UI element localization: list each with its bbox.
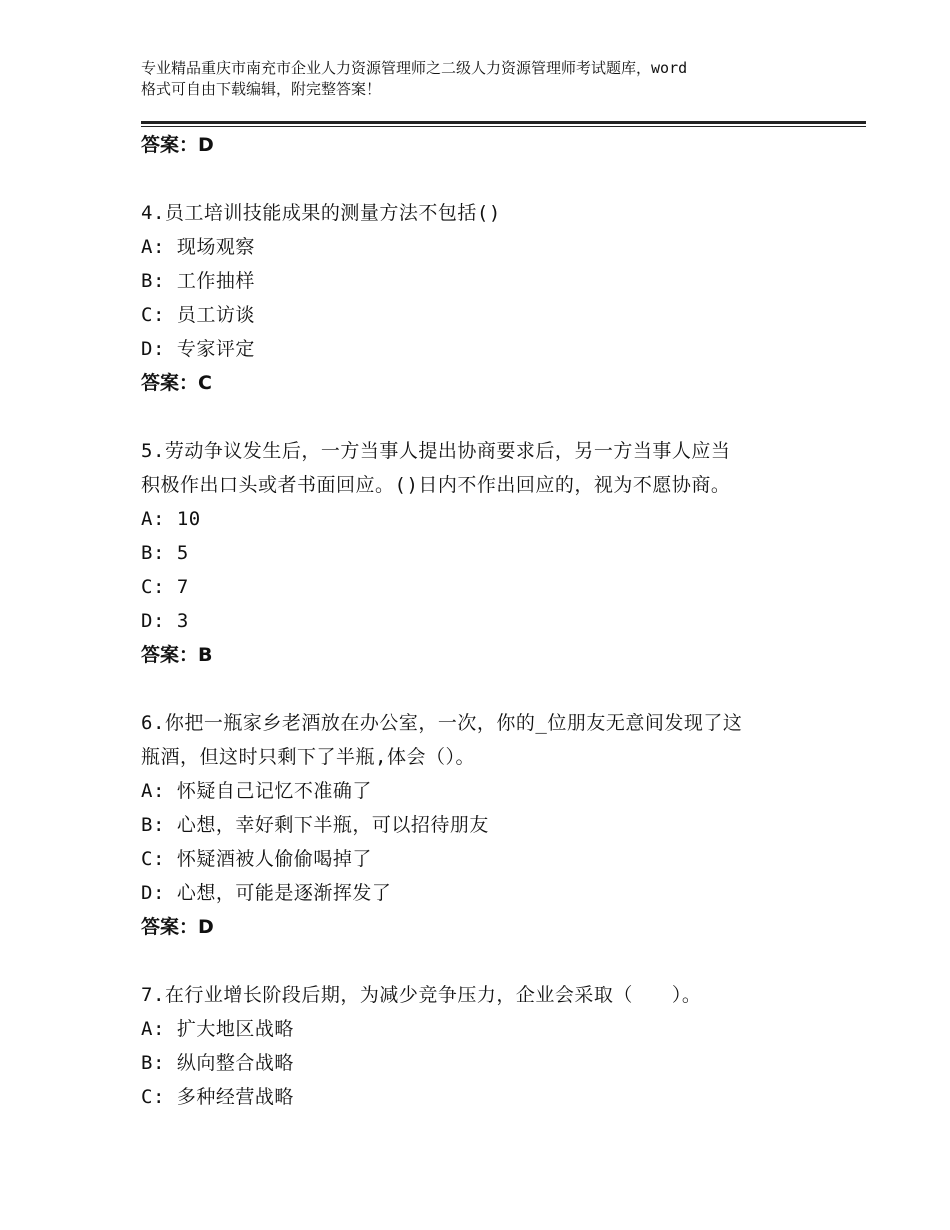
option-a: A: 现场观察 [141, 236, 255, 258]
option-b: B: 工作抽样 [141, 270, 255, 292]
answer: 答案：C [141, 372, 212, 394]
header-divider-thin [141, 126, 866, 127]
question-list [141, 128, 841, 1114]
option-d: D: 专家评定 [141, 338, 255, 360]
question-stem: 7.在行业增长阶段后期，为减少竞争压力，企业会采取（ ）。 [141, 984, 702, 1006]
document-header [141, 58, 841, 100]
answer: 答案：B [141, 644, 213, 666]
question-stem: 积极作出口头或者书面回应。()日内不作出回应的，视为不愿协商。 [141, 474, 731, 496]
question-stem: 5.劳动争议发生后，一方当事人提出协商要求后，另一方当事人应当 [141, 440, 731, 462]
question-6 [141, 706, 841, 944]
option-c: C: 多种经营战略 [141, 1086, 294, 1108]
option-d: D: 3 [141, 610, 189, 632]
option-c: C: 7 [141, 576, 189, 598]
option-c: C: 怀疑酒被人偷偷喝掉了 [141, 848, 372, 870]
question-4 [141, 196, 841, 400]
option-a: A: 扩大地区战略 [141, 1018, 294, 1040]
header-line: 专业精品重庆市南充市企业人力资源管理师之二级人力资源管理师考试题库，word [141, 59, 688, 77]
spacer [141, 400, 841, 434]
spacer [141, 944, 841, 978]
option-a: A: 怀疑自己记忆不准确了 [141, 780, 372, 802]
option-c: C: 员工访谈 [141, 304, 255, 326]
question-stem: 6.你把一瓶家乡老酒放在办公室，一次，你的_位朋友无意间发现了这 [141, 712, 743, 734]
option-b: B: 心想，幸好剩下半瓶，可以招待朋友 [141, 814, 489, 836]
header-line: 格式可自由下载编辑，附完整答案！ [141, 80, 382, 98]
spacer [141, 672, 841, 706]
spacer [141, 162, 841, 196]
question-stem: 4.员工培训技能成果的测量方法不包括() [141, 202, 501, 224]
option-b: B: 5 [141, 542, 189, 564]
answer: 答案：D [141, 916, 214, 938]
question-7 [141, 978, 841, 1114]
option-d: D: 心想，可能是逐渐挥发了 [141, 882, 392, 904]
option-b: B: 纵向整合战略 [141, 1052, 294, 1074]
question-stem: 瓶酒，但这时只剩下了半瓶,体会（）。 [141, 746, 475, 768]
question-5 [141, 434, 841, 672]
header-divider-thick [141, 121, 866, 124]
option-a: A: 10 [141, 508, 201, 530]
previous-answer: 答案：D [141, 134, 214, 156]
